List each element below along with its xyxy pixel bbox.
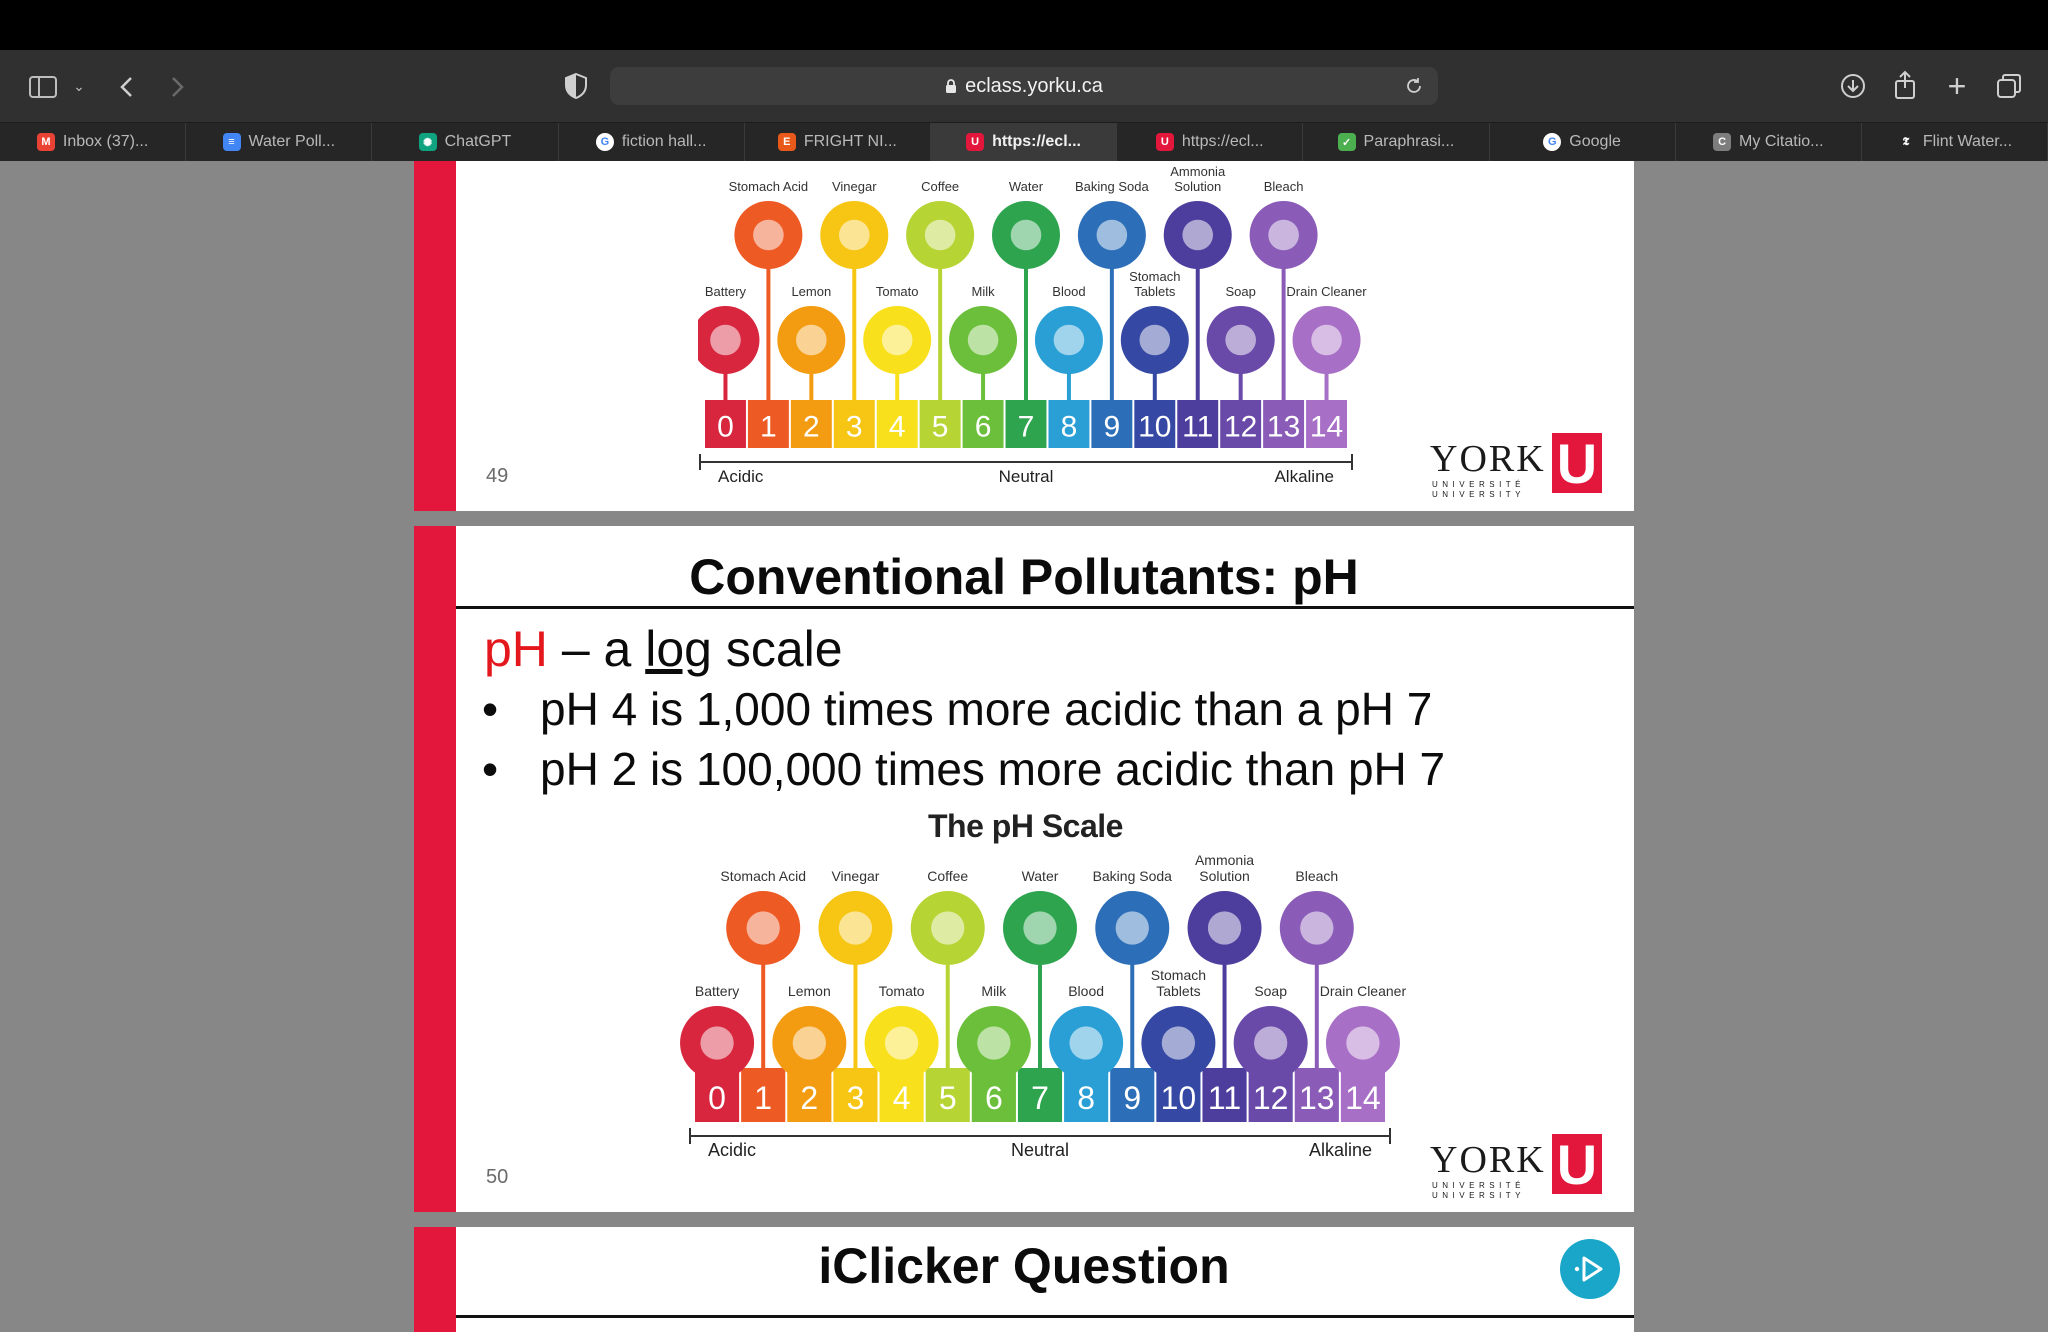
ph-number: 14 xyxy=(1345,1080,1381,1117)
slide-51 xyxy=(414,1227,1634,1332)
tab-bar xyxy=(0,123,2048,161)
ph-item-label: Baking Soda xyxy=(1074,179,1149,194)
ph-item-label: Vinegar xyxy=(831,868,880,884)
ph-item-label: Battery xyxy=(694,983,740,999)
ph-item-icon xyxy=(1097,220,1128,251)
title-underline xyxy=(456,606,1634,609)
ph-number: 8 xyxy=(1077,1080,1096,1117)
ph-number: 13 xyxy=(1266,410,1301,444)
ph-item-icon xyxy=(1254,1026,1287,1059)
ph-item-icon xyxy=(977,1026,1010,1059)
ph-item-icon xyxy=(1311,325,1342,356)
ph-item-icon xyxy=(839,911,872,944)
paraphrase-icon: ✓ xyxy=(1338,133,1356,151)
ph-number: 7 xyxy=(1031,1080,1049,1117)
tab-label: https://ecl... xyxy=(992,133,1081,150)
ph-number: 8 xyxy=(1060,410,1078,444)
download-icon[interactable] xyxy=(1838,70,1868,102)
ph-item-label: Lemon xyxy=(791,284,832,299)
ph-number: 1 xyxy=(760,410,777,444)
ph-item-label: Stomach xyxy=(1150,966,1207,983)
slide-title: iClicker Question xyxy=(818,1238,1230,1294)
ph-item-icon xyxy=(747,911,780,944)
chatgpt-icon: ✺ xyxy=(419,133,437,151)
ph-item-icon xyxy=(931,911,964,944)
ph-item-icon xyxy=(885,1026,918,1059)
york-u-icon: U xyxy=(966,133,984,151)
ph-number: 1 xyxy=(754,1080,773,1117)
tab-1[interactable] xyxy=(186,123,372,161)
ph-item-icon xyxy=(968,325,999,356)
play-icon[interactable] xyxy=(1560,1239,1620,1299)
ph-item-label: Bleach xyxy=(1295,868,1339,884)
tab-label: FRIGHT NI... xyxy=(803,133,897,150)
reload-icon[interactable] xyxy=(1404,76,1424,96)
ph-item-label: Water xyxy=(1021,868,1059,884)
screen-top-bezel xyxy=(0,0,2048,50)
tab-label: My Citatio... xyxy=(1739,133,1824,150)
ph-number: 5 xyxy=(938,1080,957,1117)
ph-scale-chart xyxy=(666,838,1426,1212)
ph-number: 5 xyxy=(931,410,949,444)
slide-number: 49 xyxy=(486,465,509,487)
ph-item-icon xyxy=(1208,911,1241,944)
ph-item-icon xyxy=(1054,325,1085,356)
ph-number: 9 xyxy=(1123,1080,1142,1117)
ph-item-label: Coffee xyxy=(927,868,969,884)
ph-number: 3 xyxy=(846,1080,865,1117)
ph-number: 12 xyxy=(1252,1080,1289,1117)
ph-item-label: Ammonia xyxy=(1194,851,1255,868)
ph-item-icon xyxy=(1023,911,1056,944)
ph-item-label: Blood xyxy=(1068,983,1105,999)
ph-item-icon xyxy=(1011,220,1042,251)
ph-item-icon xyxy=(1346,1026,1379,1059)
ph-number: 10 xyxy=(1138,410,1172,444)
ph-item-icon xyxy=(839,220,870,251)
nyt-icon: 𝕿 xyxy=(1897,133,1915,151)
bullet-item: • pH 2 is 100,000 times more acidic than pH 7 xyxy=(482,743,1446,795)
tab-label: fiction hall... xyxy=(621,133,707,150)
ph-item-label: Solution xyxy=(1199,868,1250,884)
log-scale-line: pH – a log scale xyxy=(484,621,843,677)
google-docs-icon: ≡ xyxy=(223,133,241,151)
axis-label-center: Neutral xyxy=(998,467,1054,486)
ph-number: 12 xyxy=(1223,410,1258,444)
title-underline xyxy=(456,1315,1634,1318)
tab-0[interactable] xyxy=(0,123,186,161)
tab-3[interactable] xyxy=(559,123,745,161)
ph-number: 14 xyxy=(1309,410,1344,444)
address-bar[interactable] xyxy=(610,67,1438,105)
ph-item-icon xyxy=(1225,325,1256,356)
ph-item-label: Soap xyxy=(1254,983,1288,999)
chart-title: The pH Scale xyxy=(928,808,1123,844)
ph-number: 6 xyxy=(984,1080,1003,1117)
chevron-down-icon[interactable]: ⌄ xyxy=(73,77,85,94)
ph-item-icon xyxy=(793,1026,826,1059)
url-text: eclass.yorku.ca xyxy=(965,74,1103,97)
tab-label: ChatGPT xyxy=(444,133,512,150)
ph-item-label: Stomach Acid xyxy=(720,868,807,884)
tab-4[interactable] xyxy=(745,123,931,161)
ph-item-label: Coffee xyxy=(921,179,960,194)
ph-number: 11 xyxy=(1207,1080,1242,1117)
ph-number: 11 xyxy=(1182,410,1214,444)
tab-label: Inbox (37)... xyxy=(62,133,149,150)
ph-number: 13 xyxy=(1299,1080,1335,1117)
ph-item-label: Solution xyxy=(1174,179,1222,194)
back-button[interactable] xyxy=(112,72,140,102)
share-icon[interactable] xyxy=(1890,68,1920,102)
tab-2[interactable] xyxy=(372,123,558,161)
tab-8[interactable] xyxy=(1490,123,1676,161)
forward-button[interactable] xyxy=(164,72,192,102)
slide-50 xyxy=(414,526,1634,1212)
ph-item-icon xyxy=(1300,911,1333,944)
ph-item-label: Tablets xyxy=(1134,284,1176,299)
tab-9[interactable] xyxy=(1676,123,1862,161)
gmail-icon: M xyxy=(37,133,55,151)
ph-number: 10 xyxy=(1160,1080,1197,1117)
ph-item-label: Tomato xyxy=(875,284,919,299)
ph-item-label: Stomach Acid xyxy=(728,179,809,194)
tab-label: Flint Water... xyxy=(1922,133,2013,150)
ph-item-icon xyxy=(753,220,784,251)
ph-item-label: Battery xyxy=(704,284,747,299)
tab-5[interactable] xyxy=(931,123,1117,161)
slide-number: 50 xyxy=(486,1166,509,1188)
ph-item-label: Tomato xyxy=(878,983,925,999)
google-icon: G xyxy=(596,133,614,151)
ph-item-label: Drain Cleaner xyxy=(1319,983,1407,999)
ph-item-label: Vinegar xyxy=(831,179,877,194)
ph-item-icon xyxy=(1140,325,1171,356)
ph-number: 9 xyxy=(1103,410,1121,444)
axis-label-left: Acidic xyxy=(708,1140,757,1160)
ph-item-label: Drain Cleaner xyxy=(1286,284,1367,299)
ph-item-label: Soap xyxy=(1225,284,1256,299)
ph-item-icon xyxy=(1116,911,1149,944)
tab-label: Paraphrasi... xyxy=(1363,133,1455,150)
ph-item-label: Lemon xyxy=(787,983,831,999)
ph-term: pH xyxy=(484,621,548,677)
ph-number: 0 xyxy=(717,410,734,444)
slide-accent-bar xyxy=(414,161,456,511)
ph-number: 4 xyxy=(892,1080,911,1117)
ph-number: 3 xyxy=(845,410,863,444)
ph-item-label: Stomach xyxy=(1129,269,1181,285)
ph-item-icon xyxy=(796,325,827,356)
ph-item-icon xyxy=(1069,1026,1102,1059)
ph-item-label: Milk xyxy=(981,983,1007,999)
ph-item-icon xyxy=(1182,220,1213,251)
tab-overview-icon[interactable] xyxy=(1994,70,2024,102)
lock-icon xyxy=(945,79,957,94)
tab-label: Google xyxy=(1569,133,1621,150)
ph-item-label: Water xyxy=(1008,179,1044,194)
new-tab-plus-icon[interactable]: + xyxy=(1947,67,1967,104)
bullet-item: • pH 4 is 1,000 times more acidic than a pH 7 xyxy=(482,683,1433,735)
sidebar-toggle-icon[interactable] xyxy=(28,72,58,102)
ph-number: 2 xyxy=(800,1080,819,1117)
ph-item-label: Baking Soda xyxy=(1092,868,1172,884)
york-university-logo: YORK U UNIVERSITÉ UNIVERSITY xyxy=(1430,437,1610,497)
tab-label: Water Poll... xyxy=(248,133,336,150)
privacy-shield-icon[interactable] xyxy=(562,70,590,102)
tab-10[interactable] xyxy=(1862,123,2048,161)
ph-item-icon xyxy=(710,325,741,356)
york-university-logo: YORK U UNIVERSITÉ UNIVERSITY xyxy=(1430,1138,1610,1198)
slide-accent-bar xyxy=(414,526,456,1212)
ph-number: 4 xyxy=(888,410,906,444)
tab-label: https://ecl... xyxy=(1181,133,1264,150)
ph-item-icon xyxy=(1162,1026,1195,1059)
axis-label-left: Acidic xyxy=(718,467,764,486)
tab-7[interactable] xyxy=(1303,123,1489,161)
tab-6[interactable] xyxy=(1117,123,1303,161)
ph-number: 2 xyxy=(802,410,820,444)
ph-item-label: Blood xyxy=(1052,284,1086,299)
axis-label-center: Neutral xyxy=(1010,1140,1070,1160)
ph-item-label: Ammonia xyxy=(1170,164,1226,180)
slide-49 xyxy=(414,161,1634,511)
ph-number: 7 xyxy=(1017,410,1035,444)
ph-item-icon xyxy=(1268,220,1299,251)
ph-scale-chart xyxy=(698,161,1398,506)
axis-label-right: Alkaline xyxy=(1308,1140,1372,1160)
ph-item-icon xyxy=(882,325,913,356)
slide-title: Conventional Pollutants: pH xyxy=(689,549,1359,605)
ph-item-icon xyxy=(925,220,956,251)
ph-number: 0 xyxy=(708,1080,726,1117)
axis-label-right: Alkaline xyxy=(1274,467,1334,486)
ph-item-label: Tablets xyxy=(1156,983,1201,999)
ph-item-icon xyxy=(700,1026,733,1059)
citation-icon: C xyxy=(1713,133,1731,151)
ph-item-label: Milk xyxy=(971,284,995,299)
fright-night-icon: E xyxy=(778,133,796,151)
york-u-icon: U xyxy=(1156,133,1174,151)
google-icon: G xyxy=(1543,133,1561,151)
ph-number: 6 xyxy=(974,410,992,444)
ph-item-label: Bleach xyxy=(1263,179,1304,194)
